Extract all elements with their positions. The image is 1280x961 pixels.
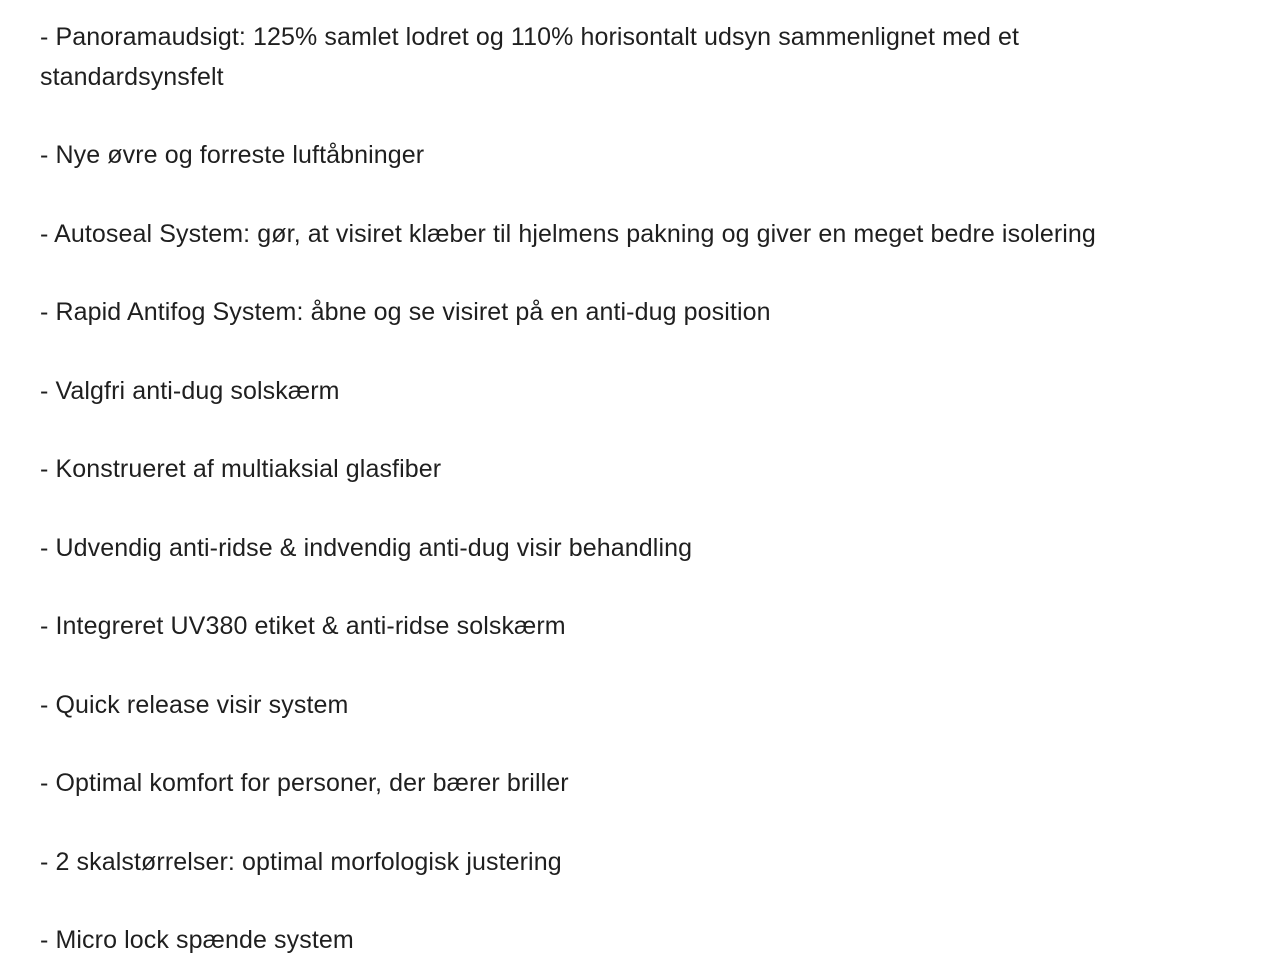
feature-item-glass-fiber: - Konstrueret af multiaksial glasfiber bbox=[40, 455, 442, 483]
feature-item-uv380-label: - Integreret UV380 etiket & anti-ridse solskærm bbox=[40, 612, 566, 640]
feature-item-shell-sizes: - 2 skalstørrelser: optimal morfologisk justering bbox=[40, 847, 562, 876]
feature-item-air-vents: - Nye øvre og forreste luftåbninger bbox=[40, 141, 425, 169]
feature-item-micro-lock: - Micro lock spænde system bbox=[40, 926, 354, 954]
feature-item-visor-treatment: - Udvendig anti-ridse & indvendig anti-dug visir behandling bbox=[40, 533, 693, 562]
feature-item-rapid-antifog: - Rapid Antifog System: åbne og se visiret på en anti-dug position bbox=[40, 298, 771, 326]
feature-item-glasses-comfort: - Optimal komfort for personer, der bærer briller bbox=[40, 769, 569, 797]
feature-item-quick-release: - Quick release visir system bbox=[40, 690, 349, 719]
feature-list bbox=[40, 18, 1240, 961]
feature-item-sun-visor: - Valgfri anti-dug solskærm bbox=[40, 376, 340, 405]
feature-item-autoseal: - Autoseal System: gør, at visiret klæber til hjelmens pakning og giver en meget bedre isolering bbox=[40, 219, 1096, 248]
feature-item-panorama: - Panoramaudsigt: 125% samlet lodret og 110% horisontalt udsyn sammenlignet med et standardsynsfelt bbox=[40, 23, 1020, 91]
